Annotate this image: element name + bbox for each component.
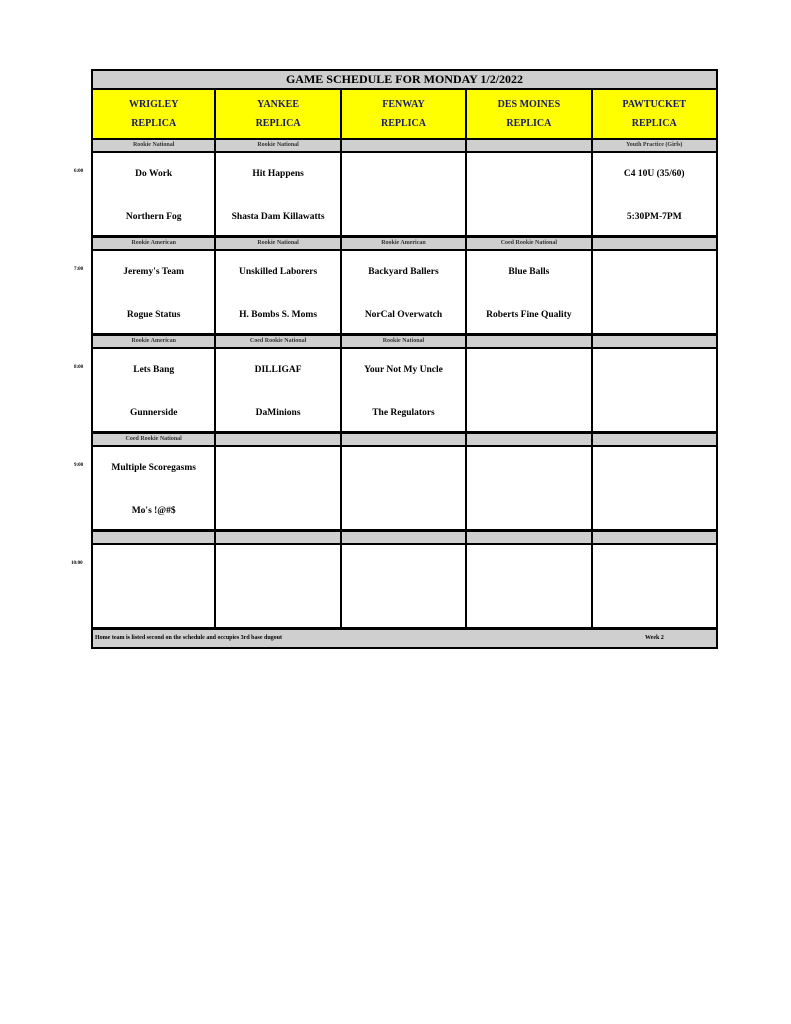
division-label <box>91 532 216 545</box>
division-label <box>342 532 467 545</box>
game-cell <box>467 349 592 434</box>
game-cell <box>91 447 216 532</box>
home-team: Mo's !@#$ <box>131 506 176 516</box>
game-cell <box>91 153 216 238</box>
time-label: 8:00 <box>74 365 84 370</box>
away-team: Jeremy's Team <box>123 267 185 277</box>
game-row <box>91 349 718 434</box>
game-cell <box>342 447 467 532</box>
game-row <box>91 545 718 630</box>
game-cell <box>91 251 216 336</box>
game-row <box>91 153 718 238</box>
field-header-wrigley <box>91 90 216 140</box>
division-label-row <box>91 238 718 251</box>
division-label: Rookie American <box>91 336 216 349</box>
field-sub: REPLICA <box>255 118 301 129</box>
away-team: Lets Bang <box>133 365 175 375</box>
division-label: Coed Rookie National <box>467 238 592 251</box>
field-name: YANKEE <box>257 99 300 110</box>
division-label: Youth Practice (Girls) <box>593 140 718 153</box>
away-team: Unskilled Laborers <box>238 267 318 277</box>
division-label <box>593 238 718 251</box>
division-label <box>342 140 467 153</box>
schedule-table <box>91 69 718 649</box>
time-label: 9:00 <box>74 463 84 468</box>
away-team: Do Work <box>135 169 173 179</box>
field-header-yankee <box>216 90 341 140</box>
game-cell <box>216 545 341 630</box>
game-cell <box>467 447 592 532</box>
away-team: Multiple Scoregasms <box>111 463 196 473</box>
game-cell <box>467 545 592 630</box>
home-team: Roberts Fine Quality <box>486 310 572 320</box>
field-name: FENWAY <box>382 99 425 110</box>
division-label <box>593 336 718 349</box>
division-label-row <box>91 140 718 153</box>
division-label: Rookie American <box>342 238 467 251</box>
division-label <box>467 532 592 545</box>
game-cell <box>342 545 467 630</box>
field-sub: REPLICA <box>380 118 426 129</box>
game-cell <box>593 447 718 532</box>
game-cell <box>593 349 718 434</box>
footer-note: Home team is listed second on the schedule and occupies 3rd base dugout <box>95 635 283 641</box>
field-sub: REPLICA <box>131 118 177 129</box>
division-label <box>467 140 592 153</box>
game-cell <box>342 251 467 336</box>
field-sub: REPLICA <box>631 118 677 129</box>
division-label: Coed Rookie National <box>216 336 341 349</box>
week-label: Week 2 <box>645 635 664 641</box>
field-name: WRIGLEY <box>128 99 179 110</box>
home-team: NorCal Overwatch <box>364 310 443 320</box>
field-name: PAWTUCKET <box>622 99 687 110</box>
division-label: Rookie National <box>91 140 216 153</box>
game-cell <box>216 349 341 434</box>
division-label <box>467 434 592 447</box>
home-team: Gunnerside <box>129 408 178 418</box>
division-label <box>467 336 592 349</box>
division-label-row <box>91 434 718 447</box>
home-team: DaMinions <box>255 408 301 418</box>
game-cell <box>593 251 718 336</box>
division-label-row <box>91 336 718 349</box>
away-team: C4 10U (35/60) <box>623 169 685 179</box>
home-team: H. Bombs S. Moms <box>239 310 318 320</box>
division-label: Rookie National <box>216 238 341 251</box>
game-cell <box>91 545 216 630</box>
game-cell <box>342 153 467 238</box>
division-label: Rookie American <box>91 238 216 251</box>
away-team: Hit Happens <box>252 169 304 179</box>
division-label <box>342 434 467 447</box>
division-label <box>593 532 718 545</box>
field-header-pawtucket <box>593 90 718 140</box>
division-label <box>216 532 341 545</box>
field-header-fenway <box>342 90 467 140</box>
time-label: 6:00 <box>74 169 84 174</box>
division-label: Rookie National <box>216 140 341 153</box>
time-label: 7:00 <box>74 267 84 272</box>
time-label: 10:00 <box>71 561 83 566</box>
away-team: Blue Balls <box>508 267 550 277</box>
away-team: DILLIGAF <box>254 365 302 375</box>
home-team: Northern Fog <box>125 212 182 222</box>
schedule-title: GAME SCHEDULE FOR MONDAY 1/2/2022 <box>91 69 718 90</box>
game-cell <box>91 349 216 434</box>
game-cell <box>467 153 592 238</box>
field-header-row <box>91 90 718 140</box>
game-cell <box>342 349 467 434</box>
field-name: DES MOINES <box>497 99 561 110</box>
away-team: Your Not My Uncle <box>364 365 443 375</box>
game-cell <box>216 447 341 532</box>
home-team: Rogue Status <box>126 310 181 320</box>
game-cell <box>216 153 341 238</box>
field-header-des-moines <box>467 90 592 140</box>
game-row <box>91 447 718 532</box>
division-label <box>216 434 341 447</box>
field-sub: REPLICA <box>506 118 552 129</box>
division-label: Coed Rookie National <box>91 434 216 447</box>
game-cell <box>216 251 341 336</box>
game-cell <box>467 251 592 336</box>
home-team: Shasta Dam Killawatts <box>231 212 325 222</box>
division-label-row <box>91 532 718 545</box>
home-team: 5:30PM-7PM <box>626 212 682 222</box>
away-team: Backyard Ballers <box>368 267 439 277</box>
time-slots <box>91 140 718 630</box>
game-cell <box>593 545 718 630</box>
division-label: Rookie National <box>342 336 467 349</box>
game-cell <box>593 153 718 238</box>
schedule-footer <box>91 630 718 649</box>
division-label <box>593 434 718 447</box>
home-team: The Regulators <box>372 408 435 418</box>
game-row <box>91 251 718 336</box>
